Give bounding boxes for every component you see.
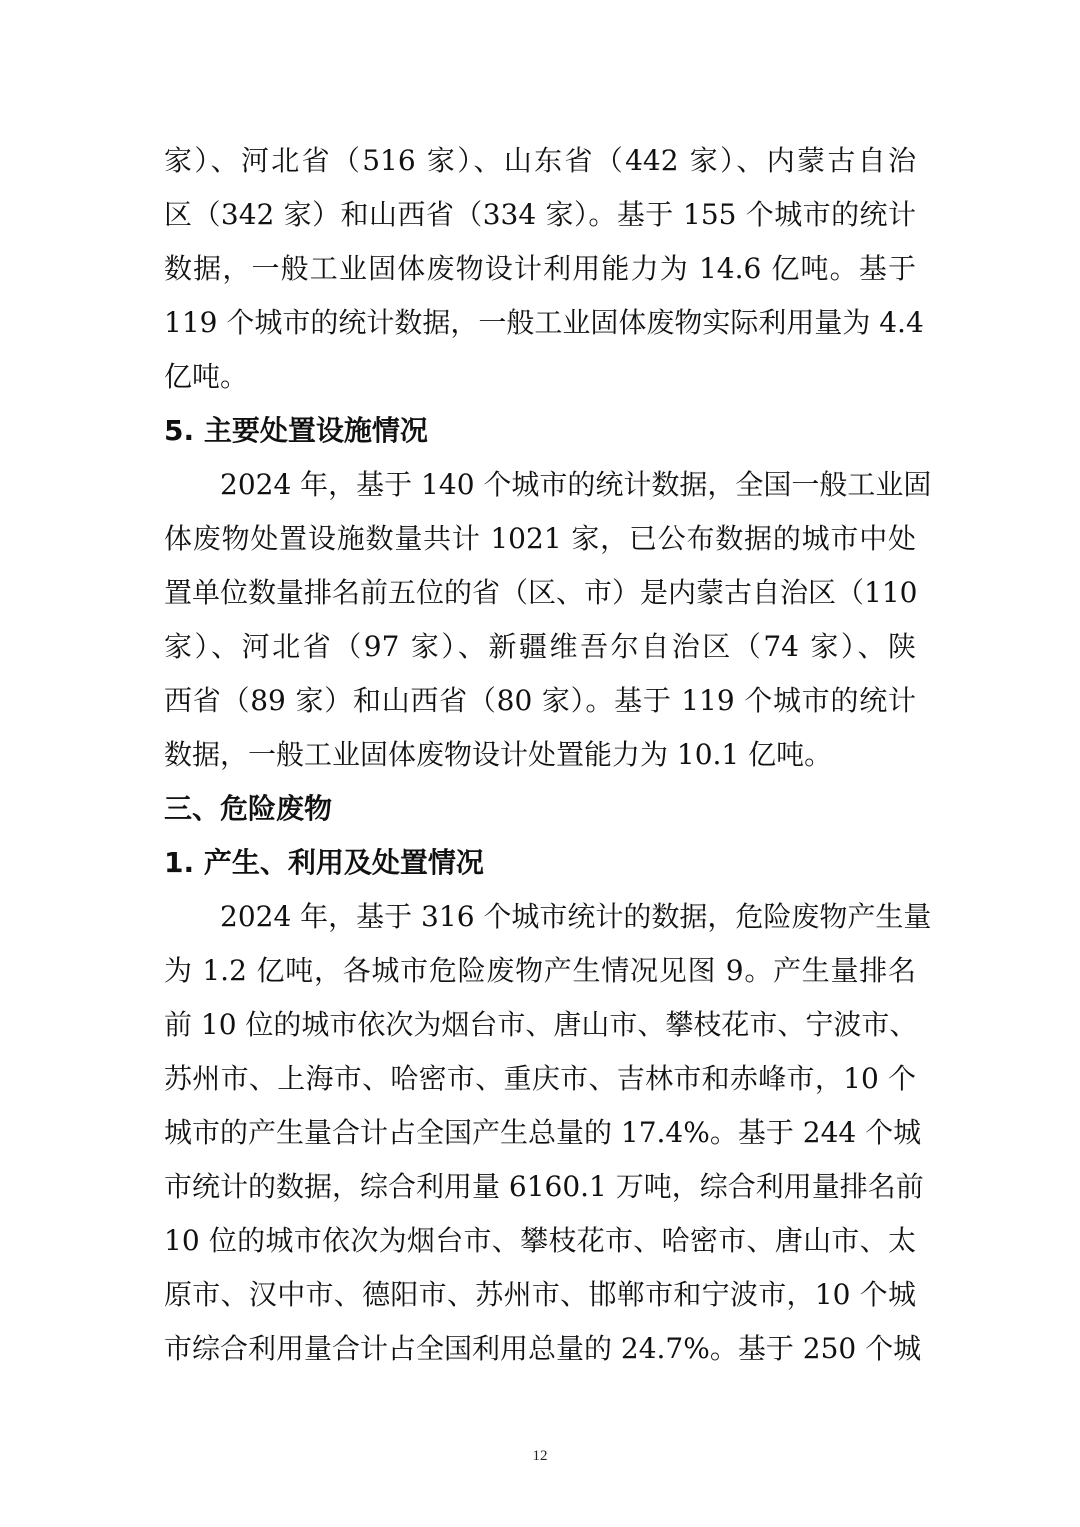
paragraph-line: 苏州市、上海市、哈密市、重庆市、吉林市和赤峰市，10 个 (164, 1062, 916, 1095)
paragraph-line: 置单位数量排名前五位的省（区、市）是内蒙古自治区（110 (164, 576, 918, 609)
paragraph-line: 体废物处置设施数量共计 1021 家，已公布数据的城市中处 (164, 522, 916, 555)
paragraph-line: 西省（89 家）和山西省（80 家）。基于 119 个城市的统计 (164, 684, 916, 717)
paragraph-line: 区（342 家）和山西省（334 家）。基于 155 个城市的统计 (164, 198, 916, 231)
paragraph-line: 城市的产生量合计占全国产生总量的 17.4%。基于 244 个城 (164, 1116, 922, 1149)
paragraph-line: 为 1.2 亿吨，各城市危险废物产生情况见图 9。产生量排名 (164, 954, 916, 987)
paragraph-line: 数据，一般工业固体废物设计利用能力为 14.6 亿吨。基于 (164, 252, 916, 285)
paragraph-line: 数据，一般工业固体废物设计处置能力为 10.1 亿吨。 (164, 738, 833, 771)
section-heading-3: 三、危险废物 (164, 792, 333, 825)
page-number: 12 (532, 1448, 548, 1464)
paragraph-line: 亿吨。 (164, 360, 249, 393)
subsection-heading-5: 5. 主要处置设施情况 (164, 414, 428, 447)
subsection-heading-1: 1. 产生、利用及处置情况 (164, 846, 484, 879)
paragraph-line: 原市、汉中市、德阳市、苏州市、邯郸市和宁波市，10 个城 (164, 1278, 916, 1311)
paragraph-line: 家）、河北省（97 家）、新疆维吾尔自治区（74 家）、陕 (164, 630, 916, 663)
paragraph-line: 2024 年，基于 140 个城市的统计数据，全国一般工业固 (220, 468, 932, 501)
paragraph-line: 10 位的城市依次为烟台市、攀枝花市、哈密市、唐山市、太 (164, 1224, 916, 1257)
paragraph-line: 家）、河北省（516 家）、山东省（442 家）、内蒙古自治 (164, 144, 916, 177)
paragraph-line: 市综合利用量合计占全国利用总量的 24.7%。基于 250 个城 (164, 1332, 922, 1365)
paragraph-line: 2024 年，基于 316 个城市统计的数据，危险废物产生量 (220, 900, 932, 933)
paragraph-line: 市统计的数据，综合利用量 6160.1 万吨，综合利用量排名前 (164, 1170, 924, 1203)
document-page (164, 134, 932, 1376)
paragraph-line: 119 个城市的统计数据，一般工业固体废物实际利用量为 4.4 (164, 306, 924, 339)
paragraph-line: 前 10 位的城市依次为烟台市、唐山市、攀枝花市、宁波市、 (164, 1008, 918, 1041)
